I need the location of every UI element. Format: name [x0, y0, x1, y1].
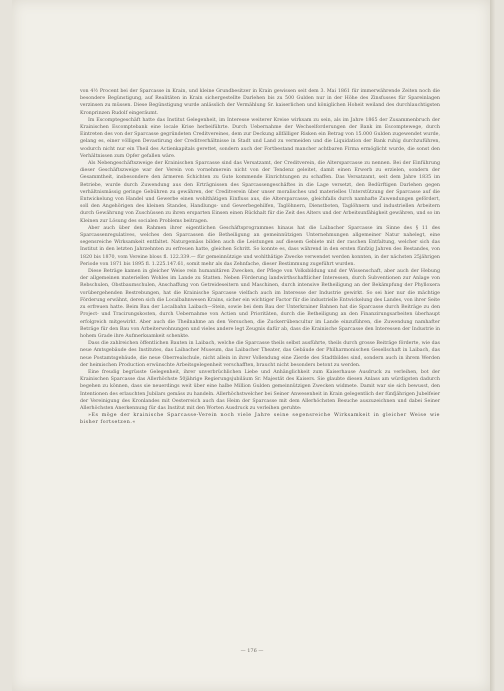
paragraph: Im Escomptegeschäft hatte das Institut Gelegenheit, im Interesse weiterer Kreise wirksam zu sein, als im Jahre 1865 der Zusammenbruch der Krainischen Escomptebank eine locale Krise herbeiführte. Durch Uebernahme der Wechselforderungen der Bank im Escomptewege, durch Eintreten des von der Sparcasse gegründeten Creditvereines, dem zur Deckung allfälliger Risken ein Betrag von 15.000 Gulden zugewendet wurde, gelang es, einer völligen Devastirung der Creditverhältnisse in Stadt und Land zu vermeiden und die Liquidation der Bank ruhig durchzuführen, wodurch nicht nur ein Theil des Actienkapitals gerettet, sondern auch der Fortbestand mancher achtbaren Firma ermöglicht wurde, die sonst den Verhältnissen zum Opfer gefallen wäre.: [80, 117, 440, 159]
paragraph: Diese Beträge kamen in gleicher Weise rein humanitären Zwecken, der Pflege von Volksbildung und der Wissenschaft, aber auch der Hebung der allgemeinen materiellen Wohles im Lande zu Statten. Neben Förderung landwirthschaftlicher Interessen, durch Subventionen zur Anlage von Rebschulen, Obstbaumschulen, Anschaffung von Getreideseitern und Maschinen, durch intensive Betheiligung an der Bekämpfung der Phylloxera vorübergehenden Bestrebungen, hat die Krainische Sparcasse vielfach auch im Interesse der Industrie gewirkt. So sei hier nur die mächtige Förderung erwähnt, deren sich die Localbahnwesen Krains, sicher ein wichtiger Factor für die industrielle Entwickelung des Landes, von ihrer Seite zu erfreuen hatte. Beim Bau der Localbahn Laibach—Stein, sowie bei dem Bau der Unterkrainer Bahnen hat die Sparcasse durch Beiträge zu den Project- und Tracirungskosten, durch Uebernahme von Actien und Prioritäten, durch die Betheiligung an den Finanzirungsarbeiten überhaupt erfolgreich mitgewirkt. Aber auch die Theilnahme an den Versuchen, die Zuckerrübencultur im Lande einzuführen, die Zuwendung namhafter Beträge für den Bau von Arbeiterwohnungen und vieles andere legt Zeugnis dafür ab, dass die Krainische Sparcasse den Interessen der Industrie in hohem Grade ihre Aufmerksamkeit schenkte.: [80, 269, 440, 339]
paragraph: von 4½ Procent bei der Sparcasse in Krain, und kleine Grundbesitzer in Krain gewissen seit dem 3. Mai 1861 für immerwährende Zeiten noch die besondere Begünstigung, auf Realitäten in Krain sichergestellte Darlehen bis zu 500 Gulden nur in der Höhe des Zinsfusses für Spareinlagen verzinsen zu müssen. Diese Begünstigung wurde anlässlich der Vermählung Sr. kaiserlichen und königlichen Hoheit weiland des durchlauchtigsten Kronprinzen Rudolf eingeräumt.: [80, 89, 440, 116]
page-edge: [490, 0, 496, 691]
paragraph: Dass die zahlreichen öffentlichen Bauten in Laibach, welche die Sparcasse theils selbst ausführte, theils durch grosse Beiträge förderte, wie das neue Amtsgebäude des Institutes, das Laibacher Museum, das Laibacher Theater, das Gebäude der Philharmonischen Gesellschaft in Laibach, das neue Postamtsgebäude, die neue Oberrealschule, nicht allein in ihrer Vollendung eine Zierde des Stadtbildes sind, sondern auch in ihrem Werden der heimischen Production erwünschte Arbeitsgelegenheit verschafften, braucht nicht besonders betont zu werden.: [80, 341, 440, 368]
paragraph: Als Nebengeschäftszweige der Krainischen Sparcasse sind das Versatzamt, der Creditverein, die Altersparcasse zu nennen. Bei der Einführung dieser Geschäftszweige war der Verein von vornehmerein nicht von der Tendenz geleitet, damit einen Erwerb zu erzielen, sondern der Gesammtheit, insbesondere den ärmeren Schichten zu Gute kommende Einrichtungen zu schaffen. Das Versatzamt, seit dem Jahre 1835 im Betriebe, wurde durch Zuwendung aus den Erträgnissen des Sparcassengeschäftes in die Lage versetzt, den Bedürftigen Darlehen gegen verhältnismässig geringe Gebühren zu gewähren, der Creditverein über unser moralisches und materielles Unterstützung der Sparcasse auf die Entwickelung von Handel und Gewerbe einen wohlthätigen Einfluss aus, die Altersparcasse, gleichfalls durch namhafte Zuwendungen gefördert, soll den Angehörigen des kleinen Standes, Handlungs- und Gewerbegehilfen, Taglöhnern, Dienstboten, Taglöhnern und industriellen Arbeitern durch Gewährung von Zuschüssen zu ihren ersparten Einsen einen Rückhalt für die Zeit des Alters und der Arbeitsunfähigkeit gewähren, und so im Kleinen zur Lösung des socialen Problems beitragen.: [80, 161, 440, 224]
body-text: [80, 88, 440, 427]
paragraph: Aber auch über den Rahmen ihrer eigentlichen Geschäftsprogrammes hinaus hat die Laibacher Sparcasse im Sinne des § 11 des Sparcassenregulatives, welches den Sparcassen die Betheiligung an gemeinnützigen Unternehmungen allgemeiner Natur nahelegt, eine segensreiche Wirksamkeit entfaltet. Naturgemäss bilden auch die Leistungen auf diesem Gebiete mit der raschen Entfaltung, welcher sich das Institut in den letzten Jahrzehnten zu erfreuen hatte, gleichen Schritt. So konnte es, dass während in den ersten fünfzig Jahren des Bestandes, von 1820 bis 1870, vom Vereine bloss fl. 122.339.— für gemeinnützige und wohlthätige Zwecke verwendet werden konnten, in der nächsten 25jährigen Periode von 1871 bis 1895 fl. 1.225.147.61, somit mehr als das Zehnfache, dieser Bestimmung zugeführt wurden.: [80, 225, 440, 267]
page-number: — 176 —: [240, 648, 264, 654]
paragraph: Eine freudig begrüsste Gelegenheit, ihrer unverbrüchlichen Liebe und Anhänglichkeit zum Kaiserhause Ausdruck zu verleihen, bot der Krainischen Sparcasse das Allerhöchste 50jährige Regierungsjubiläum Sr. Majestät des Kaisers. Sie glaubte diesen Anlass am würdigsten dadurch begehen zu können, dass sie neuerdings weit über eine halbe Million Gulden gemeinnützigen Zwecken widmete. Damit war sie sich bewusst, den Intentionen des erlauchten Jubilars gemäss zu handeln. Allerhöchstwelcher bei Seiner Anwesenheit in Krain gelegentlich der fünfjährigen Jubelfeier der Vereinigung des Kronlandes mit Oesterreich auch das Heim der Sparcasse mit dem Allerhöchsten Besuche auszuzeichnen und dabei Seiner Allerhöchsten Anerkennung für das Institut mit den Worten Ausdruck zu verleihen geruhte:: [80, 369, 440, 411]
imperial-quote: »Es möge der krainische Sparcasse-Verein noch viele Jahre seine segensreiche Wirksamkeit in gleicher Weise wie bisher fortsetzen.«: [80, 413, 440, 426]
